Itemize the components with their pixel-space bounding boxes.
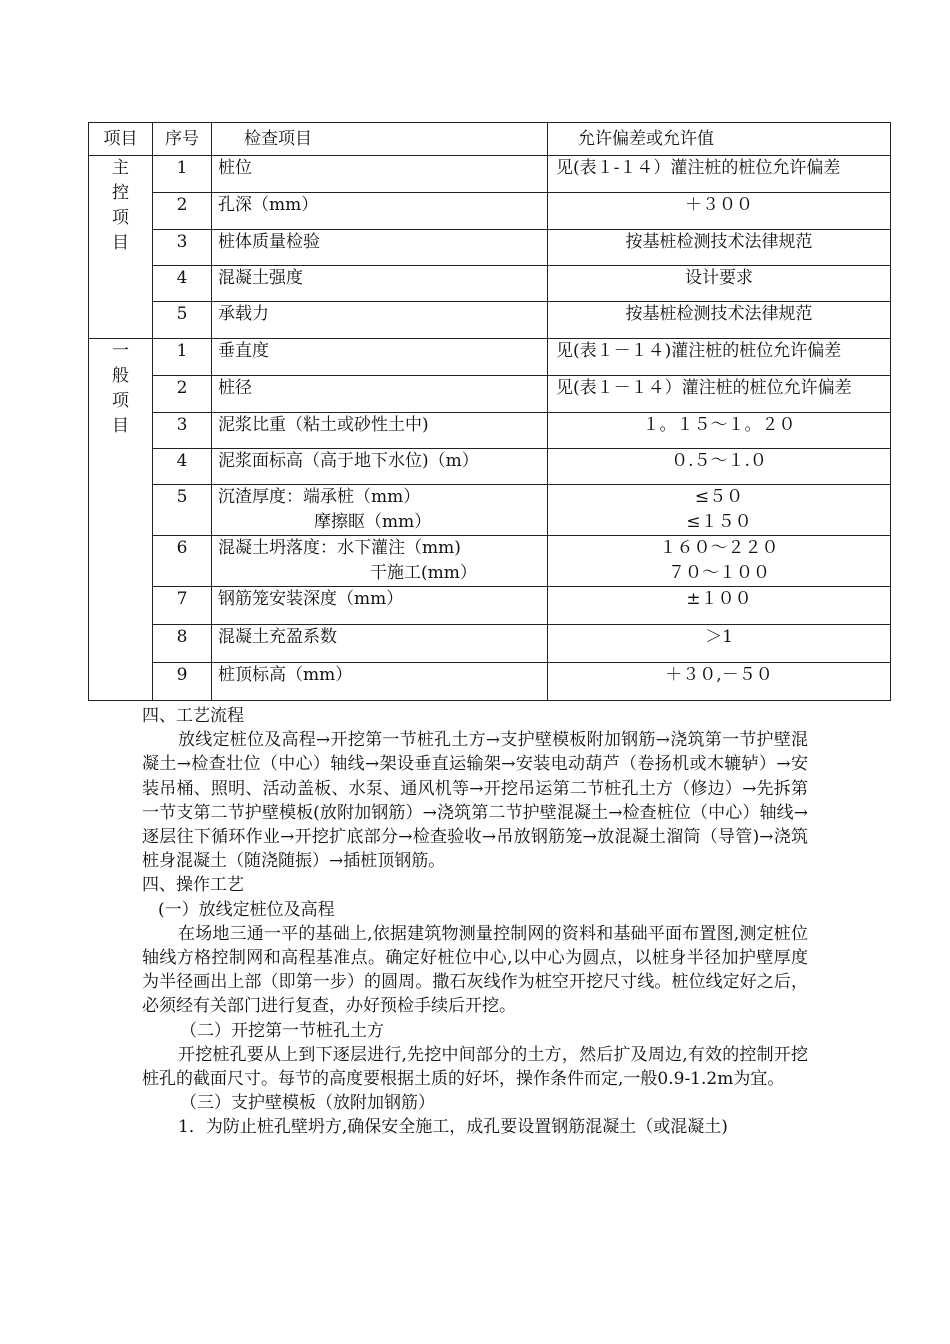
row-tolerance-value (548, 376, 891, 413)
tolerance-line: ≤１５０ (686, 512, 752, 532)
row-check-item (212, 485, 548, 536)
check-item-line: 桩顶标高（mm） (218, 665, 353, 685)
group-label-char: 项 (112, 208, 129, 228)
group-label-char: 主 (112, 158, 129, 178)
group-label-char: 项 (112, 391, 129, 411)
tolerance-line: 见(表１－１４）灌注桩的桩位允许偏差 (556, 378, 852, 398)
paragraph-2: 开挖桩孔要从上到下逐层进行,先挖中间部分的土方，然后扩及周边,有效的控制开挖桩孔的截面尺寸。每节的高度要根据土质的好坏，操作条件而定,一般0.9-1.2m为宜。 (142, 1044, 808, 1090)
table-row (89, 230, 891, 266)
group-label-char: 目 (112, 416, 129, 436)
tolerance-line: 见(表１－１４)灌注桩的桩位允许偏差 (556, 341, 842, 361)
row-tolerance-value (548, 230, 891, 266)
tolerance-line: 按基桩检测技术法律规范 (625, 232, 813, 252)
check-item-line: 干施工(mm） (370, 563, 477, 583)
table-row (89, 156, 891, 193)
row-check-item (212, 156, 548, 193)
row-tolerance-value (548, 485, 891, 536)
table-row (89, 587, 891, 625)
row-index: 4 (153, 266, 212, 302)
check-item-line: 桩位 (218, 158, 252, 178)
row-tolerance-value (548, 339, 891, 376)
header-tolerance: 允许偏差或允许值 (548, 123, 891, 156)
row-tolerance-value (548, 663, 891, 701)
table-row (89, 339, 891, 376)
check-item-line: 桩体质量检验 (218, 232, 320, 252)
group-label (89, 156, 153, 339)
tolerance-line: ≤５０ (694, 487, 744, 507)
row-tolerance-value (548, 302, 891, 339)
heading-operation: 四、操作工艺 (142, 875, 244, 896)
check-item-line: 孔深（mm） (218, 195, 319, 215)
row-check-item (212, 376, 548, 413)
row-tolerance-value (548, 266, 891, 302)
paragraph-1: 在场地三通一平的基础上,依据建筑物测量控制网的资料和基础平面布置图,测定桩位轴线方格控制网和高程基准点。确定好桩位中心,以中心为圆点，以桩身半径加护壁厚度为半径画出上部（即第一步）的圆周。撒石灰线作为桩空开挖尺寸线。桩位线定好之后，必须经有关部门进行复查，办好预检手续后开挖。 (142, 923, 808, 1017)
tolerance-line: １。１５～１。２０ (642, 415, 796, 435)
tolerance-line: ＋３０,－５０ (665, 665, 773, 685)
row-index: 6 (153, 536, 212, 587)
body-text (142, 704, 808, 1140)
row-tolerance-value (548, 156, 891, 193)
table-row (89, 536, 891, 587)
header-xiangmu: 项目 (89, 123, 153, 156)
check-item-line: 沉渣厚度：端承桩（mm） (218, 487, 421, 507)
table-row (89, 625, 891, 663)
check-item-line: 混凝土强度 (218, 268, 303, 288)
group-label-char: 目 (112, 233, 129, 253)
paragraph-3: 1．为防止桩孔壁坍方,确保安全施工，成孔要设置钢筋混凝土（或混凝土) (178, 1117, 728, 1138)
tolerance-line: 设计要求 (685, 268, 753, 288)
row-index: 2 (153, 376, 212, 413)
table-row (89, 302, 891, 339)
group-label-char: 般 (112, 366, 129, 386)
row-index: 3 (153, 230, 212, 266)
tolerance-line: ＞1 (705, 627, 733, 647)
row-check-item (212, 587, 548, 625)
row-index: 7 (153, 587, 212, 625)
row-index: 3 (153, 413, 212, 449)
table-row (89, 485, 891, 536)
tolerance-line: ±１００ (686, 589, 752, 609)
tolerance-line: 按基桩检测技术法律规范 (625, 304, 813, 324)
table-row (89, 376, 891, 413)
row-index: 9 (153, 663, 212, 701)
row-check-item (212, 663, 548, 701)
table-row (89, 449, 891, 485)
row-tolerance-value (548, 413, 891, 449)
group-label-char: 控 (112, 183, 129, 203)
tolerance-line: ０.５～１.０ (671, 451, 767, 471)
tolerance-line: ＋３００ (685, 195, 753, 215)
row-index: 5 (153, 302, 212, 339)
table-row (89, 266, 891, 302)
group-label (89, 339, 153, 701)
row-tolerance-value (548, 449, 891, 485)
row-check-item (212, 339, 548, 376)
row-check-item (212, 302, 548, 339)
header-xuhao: 序号 (153, 123, 212, 156)
row-index: 2 (153, 193, 212, 230)
table-header-row (89, 123, 891, 156)
row-tolerance-value (548, 625, 891, 663)
check-item-line: 钢筋笼安装深度（mm） (218, 589, 404, 609)
row-check-item (212, 230, 548, 266)
row-check-item (212, 536, 548, 587)
check-item-line: 混凝土坍落度：水下灌注（mm) (218, 538, 461, 558)
check-item-line: 垂直度 (218, 341, 269, 361)
row-tolerance-value (548, 587, 891, 625)
row-check-item (212, 413, 548, 449)
tolerance-line: １６０～２２０ (659, 538, 779, 558)
check-item-line: 承载力 (218, 304, 269, 324)
row-index: 5 (153, 485, 212, 536)
header-check-item: 检查项目 (212, 123, 548, 156)
check-item-line: 混凝土充盈系数 (218, 627, 337, 647)
subheading-1: (一）放线定桩位及高程 (158, 899, 335, 920)
check-item-line: 桩径 (218, 378, 252, 398)
table-row (89, 663, 891, 701)
row-index: 1 (153, 339, 212, 376)
paragraph-process: 放线定桩位及高程→开挖第一节桩孔土方→支护壁模板附加钢筋→浇筑第一节护壁混凝土→检查壮位（中心）轴线→架设垂直运输架→安装电动葫芦（卷扬机或木辘轳）→安装吊桶、照明、活动盖板、水泵、通风机等→开挖吊运第二节桩孔土方（修边）→先拆第一节支第二节护壁模板(放附加钢筋）→浇筑第二节护壁混凝土→检查桩位（中心）轴线→逐层往下循环作业→开挖扩底部分→检查验收→吊放钢筋笼→放混凝土溜筒（导管)→浇筑桩身混凝土（随浇随振）→插桩顶钢筋。 (142, 730, 808, 872)
check-item-line: 泥浆比重（粘土或砂性土中) (218, 415, 429, 435)
subheading-2: （二）开挖第一节桩孔土方 (180, 1020, 384, 1041)
row-check-item (212, 449, 548, 485)
tolerance-line: ７０～１００ (668, 563, 770, 583)
group-label-char: 一 (112, 341, 129, 361)
check-item-line: 泥浆面标高（高于地下水位)（m） (218, 451, 479, 471)
subheading-3: （三）支护壁模板（放附加钢筋） (180, 1093, 435, 1114)
check-item-line: 摩擦眍（mm） (314, 512, 432, 532)
table-row (89, 413, 891, 449)
table-row (89, 193, 891, 230)
tolerance-line: 见(表１-１４）灌注桩的桩位允许偏差 (556, 158, 841, 178)
row-index: 1 (153, 156, 212, 193)
row-index: 8 (153, 625, 212, 663)
row-tolerance-value (548, 193, 891, 230)
inspection-table (88, 122, 891, 701)
row-check-item (212, 266, 548, 302)
row-check-item (212, 625, 548, 663)
heading-process: 四、工艺流程 (142, 706, 244, 726)
row-check-item (212, 193, 548, 230)
row-tolerance-value (548, 536, 891, 587)
row-index: 4 (153, 449, 212, 485)
